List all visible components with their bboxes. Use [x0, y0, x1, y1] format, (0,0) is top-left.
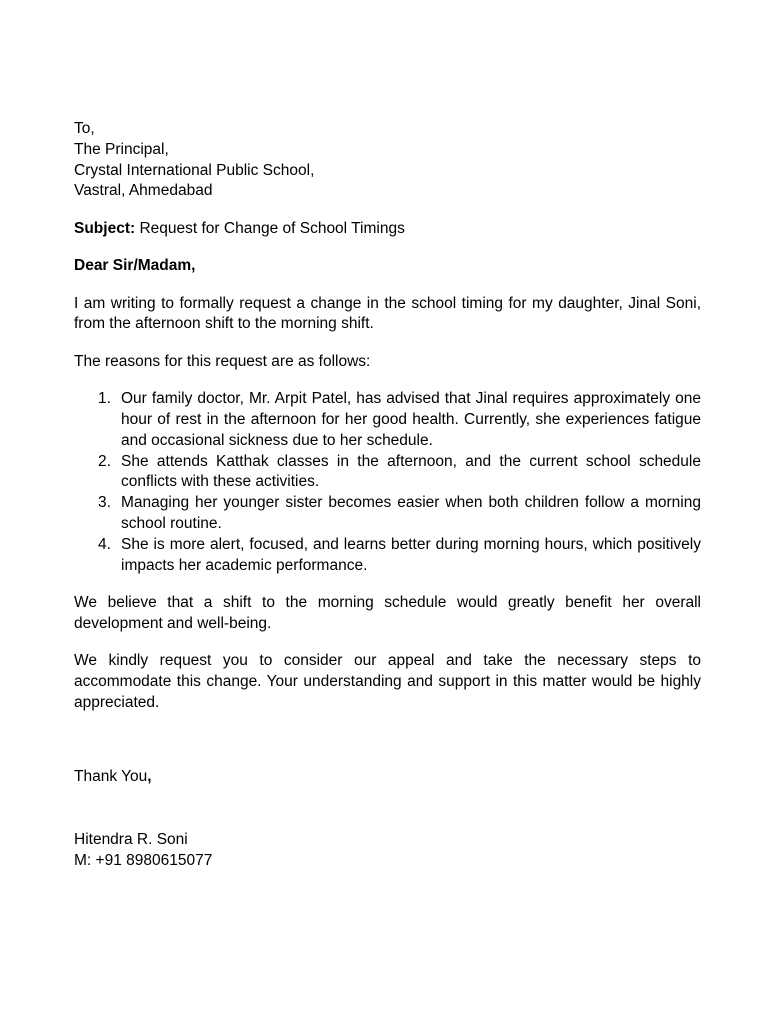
salutation	[74, 256, 701, 277]
subject-text: Request for Change of School Timings	[135, 219, 405, 237]
reasons-intro: The reasons for this request are as follows:	[74, 352, 371, 370]
belief-paragraph: We believe that a shift to the morning schedule would greatly benefit her overall development and well-being.	[74, 593, 701, 632]
list-item	[74, 452, 701, 494]
recipient-to: To,	[74, 120, 95, 137]
list-item-number: 1.	[98, 390, 111, 408]
letter-page	[74, 119, 701, 872]
reasons-list	[74, 389, 701, 576]
recipient-school: Crystal International Public School,	[74, 161, 315, 179]
recipient-block	[74, 119, 701, 202]
closing-text: Thank You	[74, 768, 148, 786]
list-item-number: 3.	[98, 494, 111, 512]
closing-comma: ,	[147, 768, 152, 786]
salutation-text: Dear Sir/Madam,	[74, 257, 196, 275]
signature-block	[74, 830, 701, 872]
request-paragraph: We kindly request you to consider our appeal and take the necessary steps to accommodate this change. Your understanding and support in this matter would be highly appreciated.	[74, 652, 701, 711]
list-item	[74, 493, 701, 535]
signature-phone: M: +91 8980615077	[74, 852, 213, 870]
subject-label: Subject:	[74, 219, 136, 237]
list-item-text: Our family doctor, Mr. Arpit Patel, has advised that Jinal requires approximately one hour of rest in the afternoon for her good health. Currently, she experiences fatigue and occasional sickness due to her schedule.	[121, 390, 701, 449]
list-item-number: 2.	[98, 452, 111, 470]
list-item-text: She is more alert, focused, and learns better during morning hours, which positively impacts her academic performance.	[121, 535, 701, 574]
list-item	[74, 389, 701, 451]
closing	[74, 767, 701, 788]
recipient-title: The Principal,	[74, 140, 169, 158]
list-item-text: She attends Katthak classes in the afternoon, and the current school schedule conflicts with these activities.	[121, 452, 701, 491]
signature-name: Hitendra R. Soni	[74, 831, 188, 849]
subject-line	[74, 219, 701, 240]
list-item-text: Managing her younger sister becomes easier when both children follow a morning school routine.	[121, 494, 701, 532]
list-item	[74, 535, 701, 577]
list-item-number: 4.	[98, 535, 111, 553]
recipient-address: Vastral, Ahmedabad	[74, 182, 213, 200]
intro-paragraph: I am writing to formally request a change in the school timing for my daughter, Jinal Soni, from the afternoon shift to the morning shift.	[74, 294, 701, 333]
